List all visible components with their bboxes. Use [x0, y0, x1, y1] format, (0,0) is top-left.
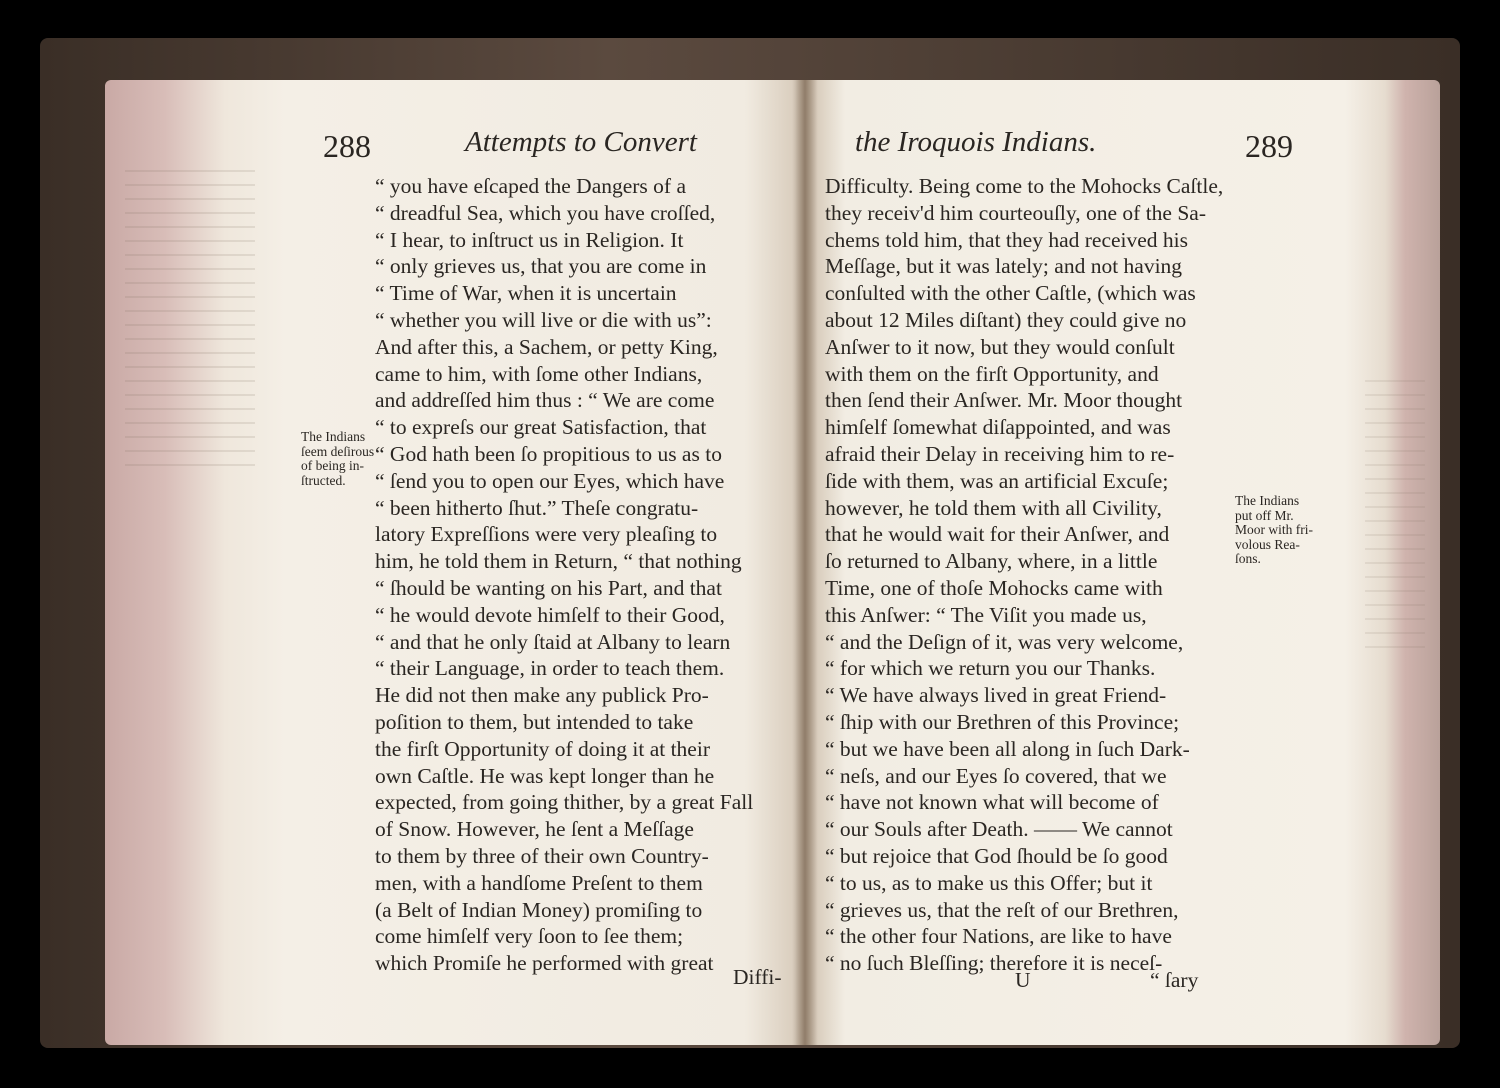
show-through-text [1365, 380, 1425, 660]
text-line: “ God hath been ſo propitious to us as to [375, 441, 722, 466]
marginal-note-line: The Indians [301, 429, 366, 444]
text-line: Anſwer to it now, but they would conſult [825, 334, 1175, 359]
text-line: “ only grieves us, that you are come in [375, 254, 707, 279]
text-line: which Promiſe he performed with great [375, 951, 714, 976]
catchword: Diffi- [733, 965, 782, 989]
marginal-note-line: put off Mr. [1235, 507, 1294, 523]
text-line: himſelf ſomewhat diſappointed, and was [825, 415, 1171, 440]
text-line: and addreſſed him thus : “ We are come [375, 388, 715, 413]
text-line: “ for which we return you our Thanks. [825, 656, 1156, 681]
text-line: conſulted with the other Caſtle, (which was [825, 281, 1196, 306]
text-line: “ no ſuch Bleſſing; therefore it is neceſ- [825, 951, 1163, 976]
catchword: “ ſary [1150, 968, 1199, 992]
text-line: Difficulty. Being come to the Mohocks Caſtle, [825, 174, 1224, 198]
text-line: Time, one of thoſe Mohocks came with [825, 575, 1163, 600]
text-line: He did not then make any publick Pro- [375, 683, 709, 708]
text-line: about 12 Miles diſtant) they could give no [825, 307, 1187, 332]
text-line: “ and that he only ſtaid at Albany to learn [375, 629, 731, 654]
text-line: they receiv'd him courteouſly, one of the Sa- [825, 200, 1206, 225]
text-line: “ their Language, in order to teach them. [375, 656, 725, 681]
text-line: then ſend their Anſwer. Mr. Moor thought [825, 388, 1183, 413]
marginal-note-line: ſons. [1235, 551, 1261, 566]
marginal-note-line: Moor with fri- [1235, 522, 1313, 537]
marginal-note [301, 430, 374, 488]
text-line: “ We have always lived in great Friend- [825, 683, 1167, 708]
page-number: 289 [1245, 128, 1293, 164]
marginal-note-line: ſeem deſirous [301, 443, 375, 459]
text-line: “ dreadful Sea, which you have croſſed, [375, 200, 716, 225]
marginal-note-line: volous Rea- [1235, 536, 1300, 552]
text-line: “ Time of War, when it is uncertain [375, 281, 677, 306]
text-line: And after this, a Sachem, or petty King, [375, 334, 718, 359]
text-line: “ neſs, and our Eyes ſo covered, that we [825, 763, 1167, 788]
text-line: expected, from going thither, by a great Fall [375, 790, 754, 815]
marginal-note [1235, 494, 1313, 567]
right-page [805, 80, 1440, 1045]
book-spread [40, 38, 1460, 1048]
text-line: with them on the firſt Opportunity, and [825, 361, 1159, 386]
text-line: “ our Souls after Death. —— We cannot [825, 817, 1173, 842]
text-line: “ to us, as to make us this Offer; but it [825, 870, 1153, 895]
text-line: come himſelf very ſoon to ſee them; [375, 924, 684, 949]
marginal-note-line: The Indians [1235, 493, 1300, 508]
text-line: “ to expreſs our great Satisfaction, that [375, 415, 707, 440]
text-line: afraid their Delay in receiving him to re- [825, 441, 1175, 466]
text-line: him, he told them in Return, “ that nothing [375, 549, 742, 574]
show-through-text [125, 170, 255, 470]
text-line: “ grieves us, that the reſt of our Brethren, [825, 897, 1179, 922]
running-head: Attempts to Convert [465, 126, 697, 158]
text-line: “ but we have been all along in ſuch Dark- [825, 736, 1190, 761]
text-line: “ the other four Nations, are like to have [825, 924, 1172, 949]
body-text [825, 173, 1235, 977]
text-line: “ have not known what will become of [825, 790, 1159, 815]
marginal-note-line: of being in- [301, 458, 364, 473]
text-line: poſition to them, but intended to take [375, 709, 694, 734]
text-line: “ whether you will live or die with us”: [375, 307, 712, 332]
text-line: “ I hear, to inſtruct us in Religion. It [375, 227, 684, 252]
running-head: the Iroquois Indians. [855, 126, 1097, 158]
text-line: of Snow. However, he ſent a Meſſage [375, 817, 694, 842]
text-line: chems told him, that they had received his [825, 227, 1189, 252]
signature-mark: U [1015, 968, 1031, 992]
marginal-note-line: ſtructed. [301, 472, 346, 488]
text-line: ſide with them, was an artificial Excuſe; [825, 468, 1169, 493]
text-line: men, with a handſome Preſent to them [375, 870, 703, 895]
text-line: latory Expreſſions were very pleaſing to [375, 522, 718, 547]
text-line: (a Belt of Indian Money) promiſing to [375, 897, 703, 922]
text-line: Meſſage, but it was lately; and not having [825, 254, 1183, 279]
text-line: “ ſend you to open our Eyes, which have [375, 468, 725, 493]
text-line: “ you have eſcaped the Dangers of a [375, 174, 687, 198]
text-line: that he would wait for their Anſwer, and [825, 522, 1170, 547]
body-text [375, 173, 805, 977]
page-number: 288 [323, 128, 371, 164]
text-line: own Caſtle. He was kept longer than he [375, 763, 715, 788]
text-line: ſo returned to Albany, where, in a little [825, 549, 1158, 574]
text-line: however, he told them with all Civility, [825, 495, 1162, 520]
text-line: “ but rejoice that God ſhould be ſo good [825, 843, 1168, 868]
text-line: “ he would devote himſelf to their Good, [375, 602, 725, 627]
gutter-shadow [792, 80, 818, 1045]
text-line: “ and the Deſign of it, was very welcome, [825, 629, 1184, 654]
text-line: came to him, with ſome other Indians, [375, 361, 703, 386]
text-line: to them by three of their own Country- [375, 843, 709, 868]
text-line: this Anſwer: “ The Viſit you made us, [825, 602, 1147, 627]
text-line: “ been hitherto ſhut.” Theſe congratu- [375, 495, 699, 520]
text-line: the firſt Opportunity of doing it at their [375, 736, 710, 761]
text-line: “ ſhould be wanting on his Part, and that [375, 575, 722, 600]
left-page [105, 80, 805, 1045]
text-line: “ ſhip with our Brethren of this Province; [825, 709, 1180, 734]
